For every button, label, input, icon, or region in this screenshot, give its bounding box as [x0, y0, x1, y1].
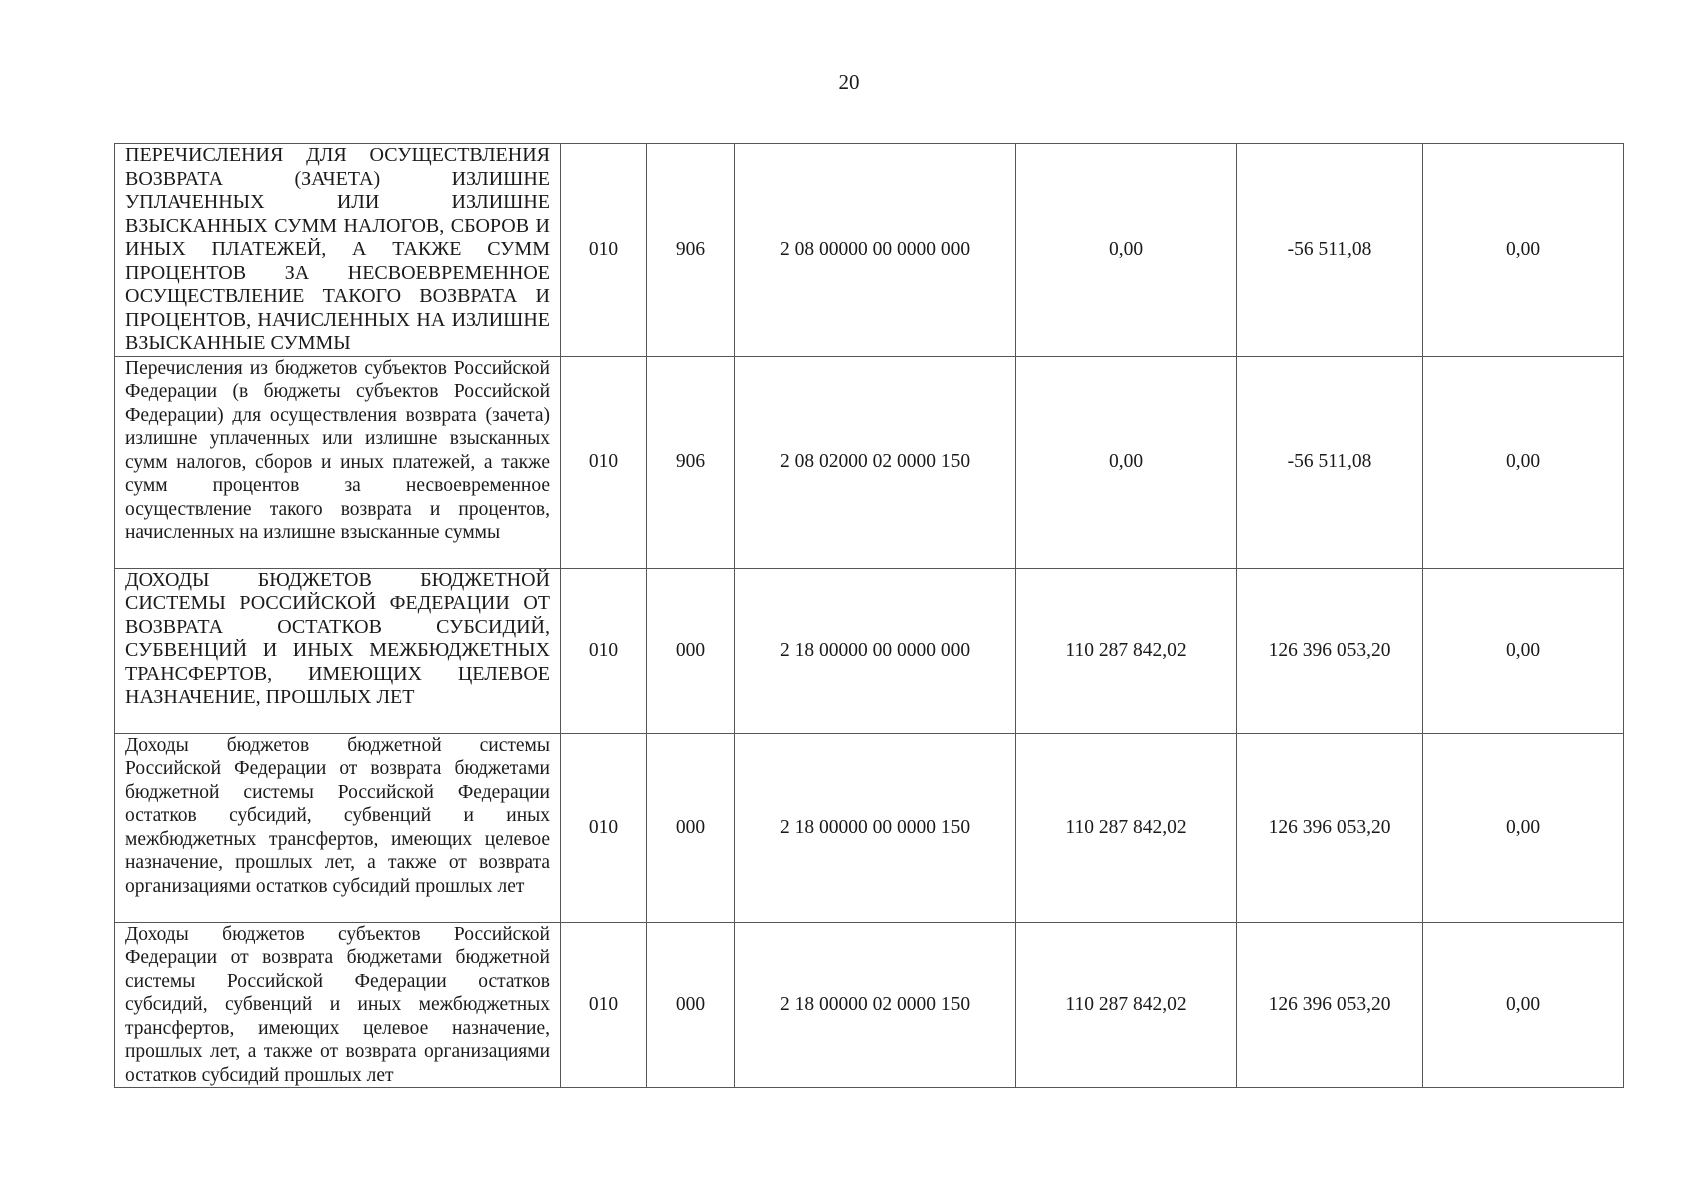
value-2-cell: -56 511,08	[1237, 356, 1423, 568]
value-1-cell: 110 287 842,02	[1016, 568, 1237, 733]
row-description: Доходы бюджетов бюджетной системы Российской Федерации от возврата бюджетами бюджетной системы Российской Федерации остатков субсидий, субвенций и иных межбюджетных трансфертов, имеющих целевое назначение, прошлых лет, а также от возврата организациями остатков субсидий прошлых лет	[115, 733, 561, 922]
budget-code-cell: 2 18 00000 00 0000 000	[735, 568, 1016, 733]
budget-code-cell: 2 18 00000 00 0000 150	[735, 733, 1016, 922]
page-number: 20	[838, 70, 860, 94]
budget-code-cell: 2 08 00000 00 0000 000	[735, 144, 1016, 357]
line-code-cell: 010	[561, 922, 647, 1088]
admin-code-cell: 000	[647, 568, 735, 733]
line-code-cell: 010	[561, 733, 647, 922]
value-2-cell: 126 396 053,20	[1237, 922, 1423, 1088]
table-row	[115, 568, 1624, 733]
value-1-cell: 110 287 842,02	[1016, 733, 1237, 922]
admin-code-cell: 000	[647, 733, 735, 922]
value-1-cell: 110 287 842,02	[1016, 922, 1237, 1088]
value-2-cell: 126 396 053,20	[1237, 733, 1423, 922]
admin-code-cell: 000	[647, 922, 735, 1088]
budget-code-cell: 2 08 02000 02 0000 150	[735, 356, 1016, 568]
budget-revenue-table	[114, 143, 1624, 1088]
row-description: Перечисления из бюджетов субъектов Российской Федерации (в бюджеты субъектов Российской Федерации) для осуществления возврата (зачета) излишне уплаченных или излишне взысканных сумм налогов, сборов и иных платежей, а также сумм процентов за несвоевременное осуществление такого возврата и процентов, начисленных на излишне взысканные суммы	[115, 356, 561, 568]
row-description: Доходы бюджетов субъектов Российской Федерации от возврата бюджетами бюджетной системы Российской Федерации остатков субсидий, субвенций и иных межбюджетных трансфертов, имеющих целевое назначение, прошлых лет, а также от возврата организациями остатков субсидий прошлых лет	[115, 922, 561, 1088]
value-1-cell: 0,00	[1016, 144, 1237, 357]
value-3-cell: 0,00	[1423, 356, 1624, 568]
line-code-cell: 010	[561, 144, 647, 357]
table-row	[115, 733, 1624, 922]
value-1-cell: 0,00	[1016, 356, 1237, 568]
value-2-cell: 126 396 053,20	[1237, 568, 1423, 733]
value-3-cell: 0,00	[1423, 733, 1624, 922]
admin-code-cell: 906	[647, 144, 735, 357]
table-row	[115, 144, 1624, 357]
row-description: ПЕРЕЧИСЛЕНИЯ ДЛЯ ОСУЩЕСТВЛЕНИЯ ВОЗВРАТА (ЗАЧЕТА) ИЗЛИШНЕ УПЛАЧЕННЫХ ИЛИ ИЗЛИШНЕ ВЗЫСКАННЫХ СУММ НАЛОГОВ, СБОРОВ И ИНЫХ ПЛАТЕЖЕЙ, А ТАКЖЕ СУММ ПРОЦЕНТОВ ЗА НЕСВОЕВРЕМЕННОЕ ОСУЩЕСТВЛЕНИЕ ТАКОГО ВОЗВРАТА И ПРОЦЕНТОВ, НАЧИСЛЕННЫХ НА ИЗЛИШНЕ ВЗЫСКАННЫЕ СУММЫ	[115, 144, 561, 357]
line-code-cell: 010	[561, 356, 647, 568]
line-code-cell: 010	[561, 568, 647, 733]
value-3-cell: 0,00	[1423, 922, 1624, 1088]
row-description: ДОХОДЫ БЮДЖЕТОВ БЮДЖЕТНОЙ СИСТЕМЫ РОССИЙСКОЙ ФЕДЕРАЦИИ ОТ ВОЗВРАТА ОСТАТКОВ СУБСИДИЙ, СУБВЕНЦИЙ И ИНЫХ МЕЖБЮДЖЕТНЫХ ТРАНСФЕРТОВ, ИМЕЮЩИХ ЦЕЛЕВОЕ НАЗНАЧЕНИЕ, ПРОШЛЫХ ЛЕТ	[115, 568, 561, 733]
table-row	[115, 922, 1624, 1088]
budget-code-cell: 2 18 00000 02 0000 150	[735, 922, 1016, 1088]
value-2-cell: -56 511,08	[1237, 144, 1423, 357]
value-3-cell: 0,00	[1423, 144, 1624, 357]
table-row	[115, 356, 1624, 568]
value-3-cell: 0,00	[1423, 568, 1624, 733]
admin-code-cell: 906	[647, 356, 735, 568]
